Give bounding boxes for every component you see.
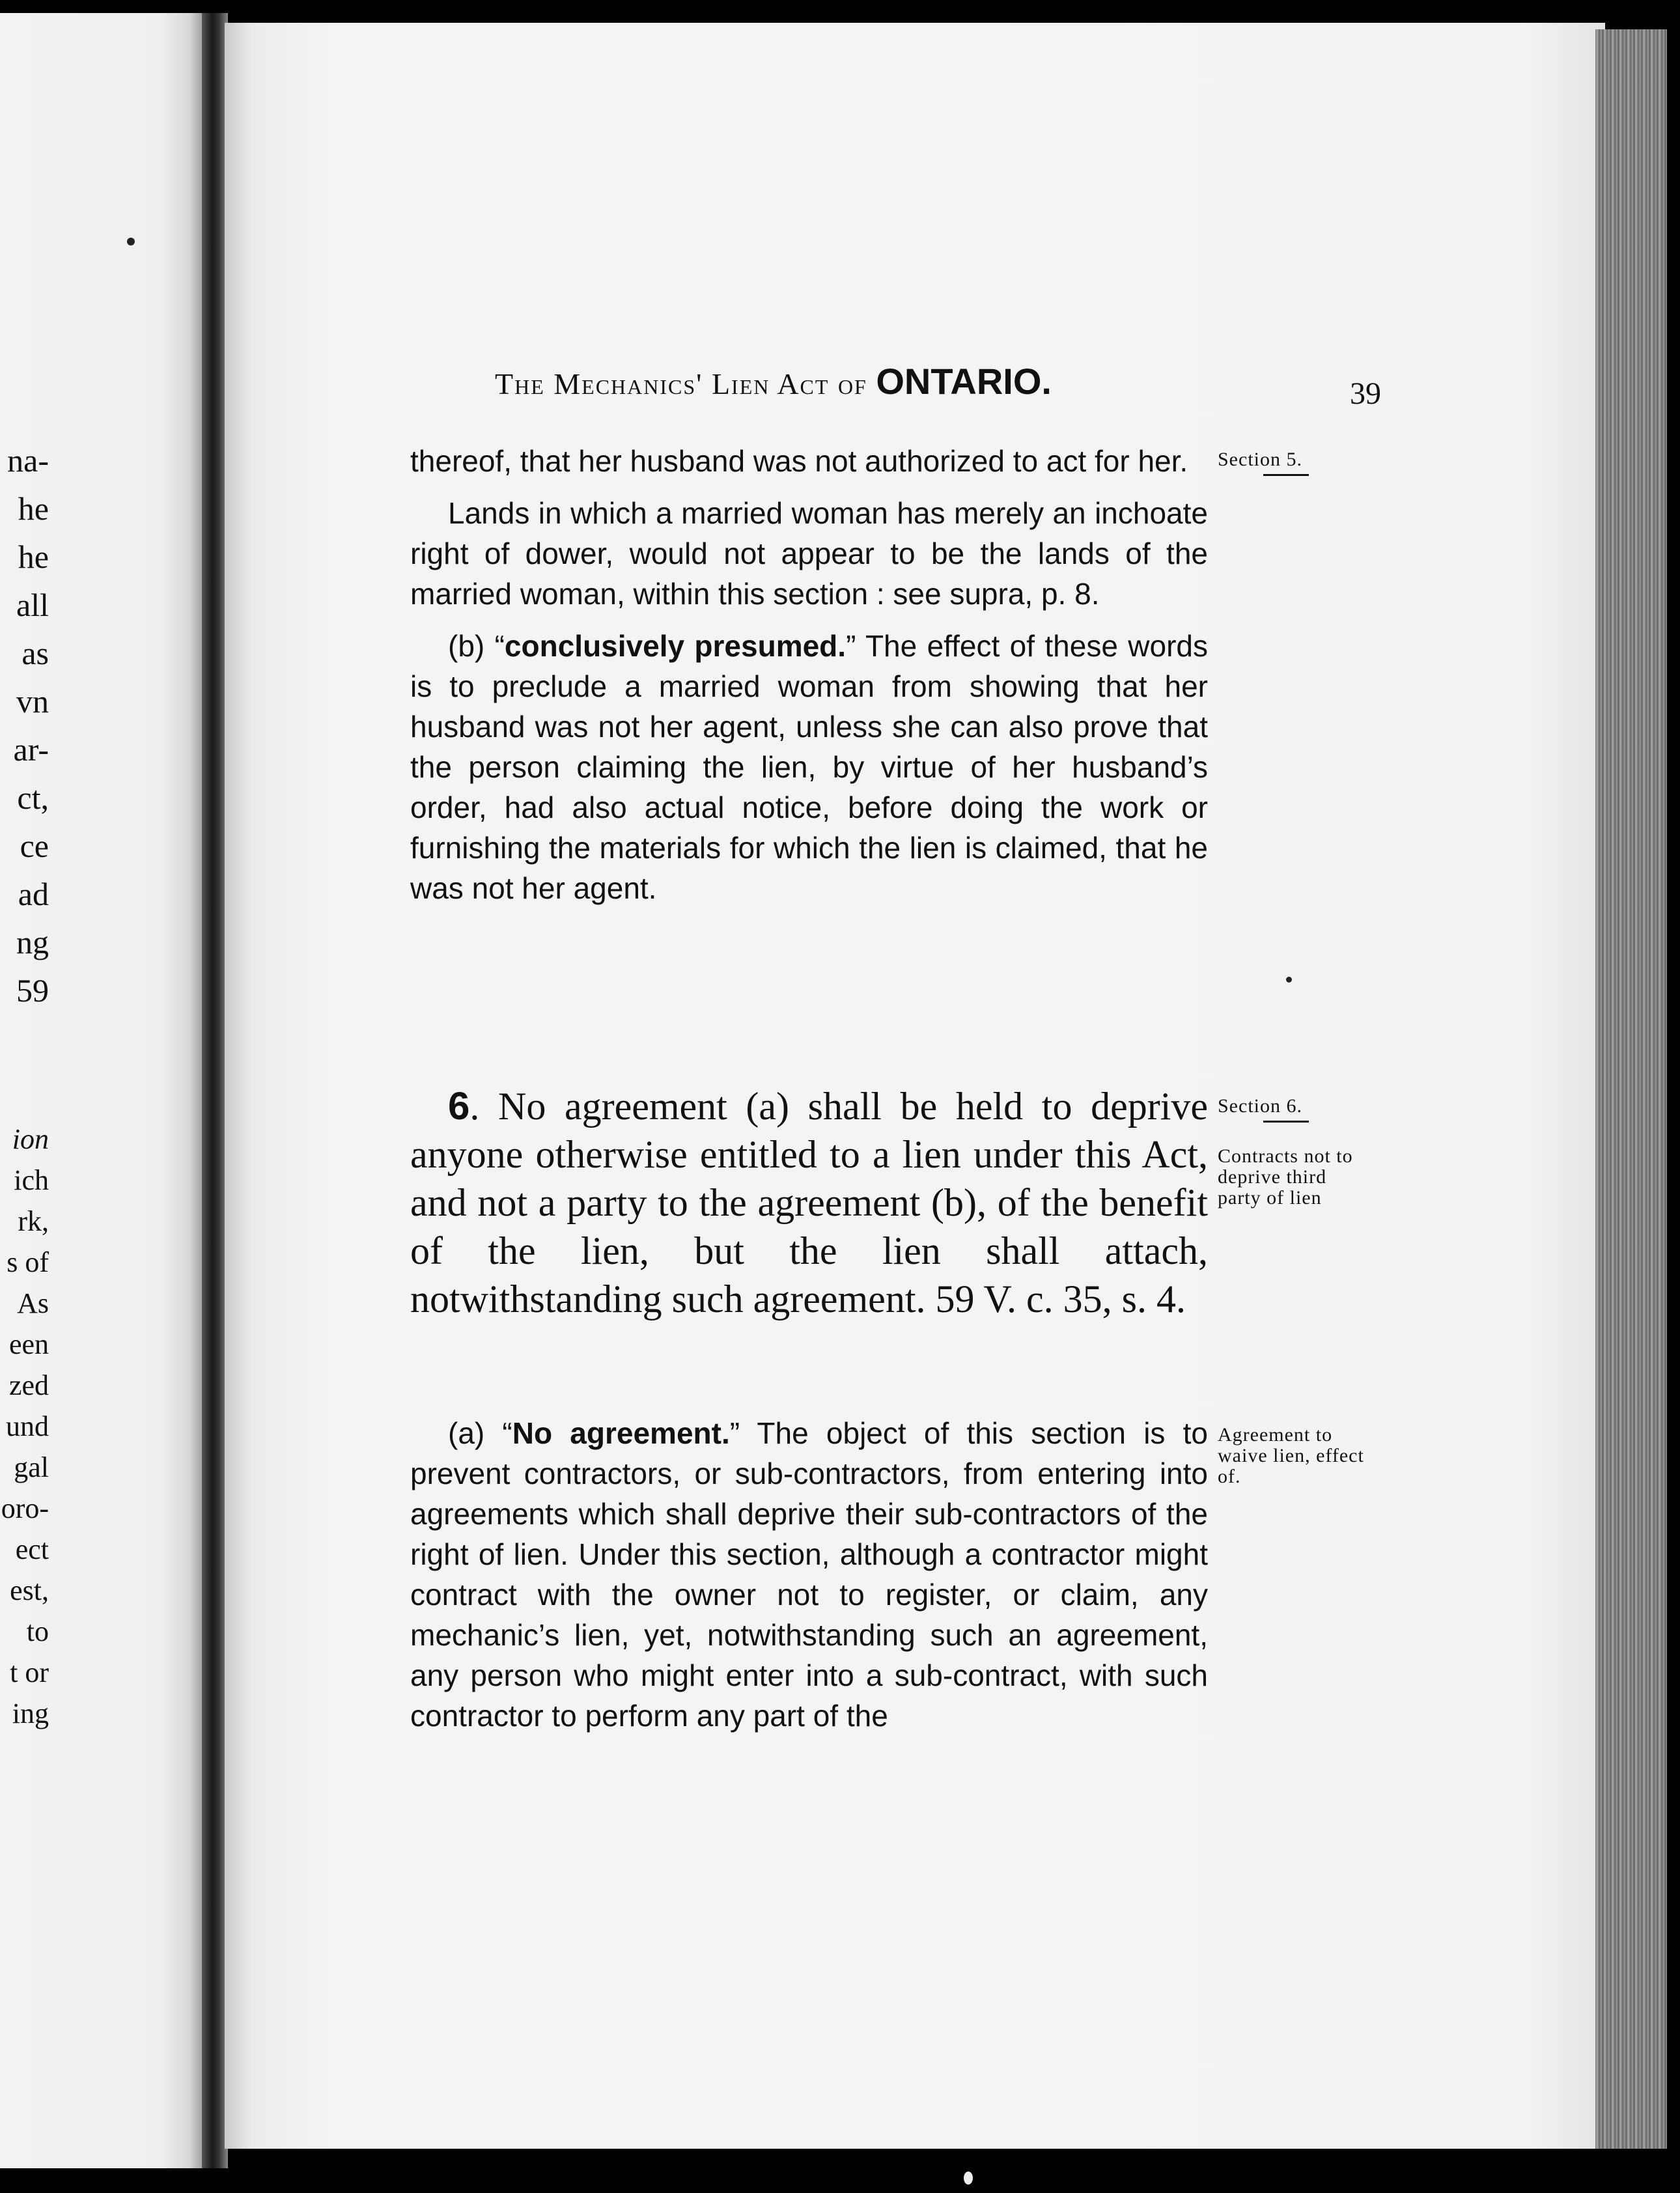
ink-speck <box>964 2172 973 2185</box>
paragraph-no-agreement: (a) “No agreement.” The object of this section is to prevent contractors, or sub-contractors, from entering into agreements which shall deprive their sub-contractors of the right of lien. Under this section, although a contractor might contract with the owner not to register, or claim, any mechanic’s lien, yet, notwithstanding such an agreement, any person who might enter into a sub-contract, with such contractor to perform any part of the <box>410 1416 1209 1733</box>
page-edges <box>1595 29 1667 2149</box>
fragment: As <box>17 1287 49 1319</box>
fragment: rk, <box>18 1205 49 1237</box>
paragraph-dower: Lands in which a married woman has merely an inchoate right of dower, would not appear to be the lands of the married woman, within this section : see supra, p. 8. <box>410 496 1208 611</box>
left-page <box>0 13 215 2168</box>
fragment: ect <box>15 1533 49 1565</box>
fragment: ce <box>20 828 49 864</box>
paragraph-conclusively-presumed: (b) “conclusively presumed.” The effect of these words is to preclude a married woman from showing that her husband was not her agent, unless she can also prove that the person claiming the lien, by virtue of her husband’s order, had also actual notice, before doing the work or furnishing the materials for which the lien is claimed, that he was not her agent. <box>410 629 1208 905</box>
fragment: he <box>18 538 49 575</box>
fragment: een <box>8 1328 49 1360</box>
margin-note-contracts: Contracts not to deprive third party of lien <box>1218 1145 1353 1208</box>
fragment: oro- <box>1 1492 49 1524</box>
left-page-lower-fragments <box>0 1119 49 1734</box>
fragment: ad <box>18 876 49 912</box>
margin-note-agreement: Agreement to waive lien, effect of. <box>1218 1424 1364 1487</box>
section-number: 6 <box>448 1084 470 1128</box>
ink-speck <box>127 238 135 245</box>
fragment: ct, <box>17 779 49 816</box>
page-number: 39 <box>1350 376 1381 411</box>
header-title: The Mechanics' Lien Act of <box>495 367 867 400</box>
paragraph-continuation: thereof, that her husband was not authorized to act for her. <box>410 444 1188 478</box>
fragment: as <box>21 635 49 671</box>
fragment: to <box>26 1615 49 1647</box>
margin-note-section-5: Section 5. <box>1218 449 1309 476</box>
book-gutter <box>202 13 228 2168</box>
section-6-commentary <box>410 1413 1208 1748</box>
fragment: ing <box>12 1697 49 1729</box>
ink-speck <box>1286 977 1292 983</box>
fragment: ar- <box>13 731 49 768</box>
fragment: ich <box>14 1164 49 1196</box>
fragment: est, <box>10 1574 49 1606</box>
fragment: t or <box>10 1656 49 1688</box>
fragment: na- <box>7 442 49 479</box>
fragment: he <box>18 490 49 527</box>
fragment: gal <box>14 1451 49 1483</box>
header-title-emphasis: ONTARIO. <box>876 361 1052 402</box>
fragment: vn <box>16 683 49 719</box>
fragment: all <box>16 587 49 623</box>
section-5-commentary <box>410 441 1208 920</box>
left-page-upper-fragments <box>0 436 49 1014</box>
fragment: zed <box>8 1369 49 1401</box>
fragment: ion <box>12 1123 49 1155</box>
section-6-text: 6. No agreement (a) shall be held to deprive anyone otherwise entitled to a lien under this Act, and not a party to the agreement (b), of the benefit of the lien, but the lien shall attach, notwithstanding such agreement. 59 V. c. 35, s. 4. <box>410 1084 1208 1320</box>
fragment: ng <box>16 924 49 960</box>
fragment: und <box>6 1410 49 1442</box>
running-header <box>495 360 1133 402</box>
fragment: s of <box>7 1246 49 1278</box>
margin-note-section-6: Section 6. <box>1218 1096 1309 1123</box>
fragment: 59 <box>16 972 49 1009</box>
